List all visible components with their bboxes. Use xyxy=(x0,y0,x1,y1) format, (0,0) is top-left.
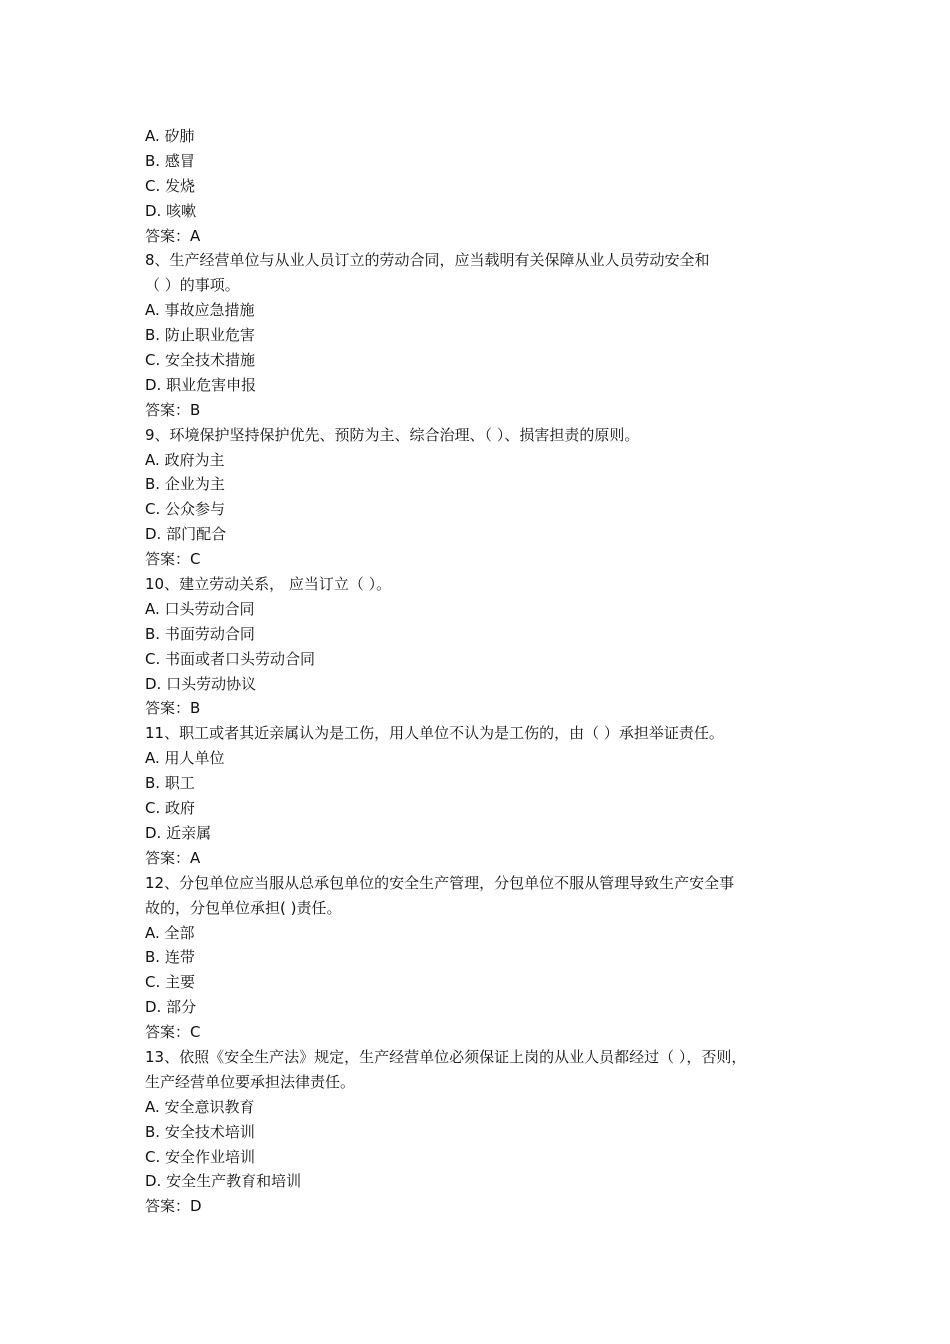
option-line: A. 全部 xyxy=(145,923,195,942)
option-line: C. 安全技术措施 xyxy=(145,351,256,370)
option-line: B. 连带 xyxy=(145,948,195,967)
answer-line: 答案：C xyxy=(145,550,201,569)
option-line: C. 安全作业培训 xyxy=(145,1147,256,1166)
option-line: D. 部分 xyxy=(145,998,197,1017)
question-13-line-2: 生产经营单位要承担法律责任。 xyxy=(145,1072,356,1091)
document-page xyxy=(145,124,825,1219)
question-9: 9、环境保护坚持保护优先、预防为主、综合治理、（ ）、损害担责的原则。 xyxy=(145,425,640,444)
answer-line: 答案：A xyxy=(145,848,201,867)
answer-line: 答案：B xyxy=(145,699,201,718)
option-line: B. 企业为主 xyxy=(145,475,225,494)
answer-line: 答案：B xyxy=(145,400,201,419)
option-line: D. 咳嗽 xyxy=(145,201,197,220)
option-line: A. 政府为主 xyxy=(145,450,225,469)
option-line: C. 公众参与 xyxy=(145,500,226,519)
option-line: D. 部门配合 xyxy=(145,525,227,544)
question-8-line-1: 8、生产经营单位与从业人员订立的劳动合同，应当载明有关保障从业人员劳动安全和 xyxy=(145,251,710,270)
option-line: D. 近亲属 xyxy=(145,823,212,842)
answer-line: 答案：A xyxy=(145,226,201,245)
option-line: B. 防止职业危害 xyxy=(145,326,255,345)
question-10: 10、建立劳动关系， 应当订立（ ）。 xyxy=(145,575,392,594)
option-line: A. 事故应急措施 xyxy=(145,301,255,320)
option-line: A. 安全意识教育 xyxy=(145,1097,255,1116)
option-line: C. 发烧 xyxy=(145,176,196,195)
option-line: B. 书面劳动合同 xyxy=(145,624,255,643)
question-11: 11、职工或者其近亲属认为是工伤，用人单位不认为是工伤的，由（ ）承担举证责任。 xyxy=(145,724,724,743)
option-line: B. 感冒 xyxy=(145,151,195,170)
option-line: A. 口头劳动合同 xyxy=(145,599,255,618)
option-line: C. 书面或者口头劳动合同 xyxy=(145,649,316,668)
question-8-line-2: （ ）的事项。 xyxy=(145,276,240,295)
answer-line: 答案：C xyxy=(145,1023,201,1042)
question-12-line-1: 12、分包单位应当服从总承包单位的安全生产管理，分包单位不服从管理导致生产安全事 xyxy=(145,873,735,892)
option-line: B. 安全技术培训 xyxy=(145,1122,255,1141)
question-13-line-1: 13、依照《安全生产法》规定，生产经营单位必须保证上岗的从业人员都经过（ ），否则， xyxy=(145,1047,747,1066)
option-line: A. 矽肺 xyxy=(145,127,195,145)
option-line: D. 安全生产教育和培训 xyxy=(145,1172,302,1191)
option-line: A. 用人单位 xyxy=(145,749,225,768)
option-line: D. 职业危害申报 xyxy=(145,375,257,394)
answer-line: 答案：D xyxy=(145,1197,202,1216)
option-line: C. 政府 xyxy=(145,799,196,818)
question-12-line-2: 故的，分包单位承担( )责任。 xyxy=(145,898,342,917)
option-line: D. 口头劳动协议 xyxy=(145,674,257,693)
option-line: C. 主要 xyxy=(145,973,196,992)
option-line: B. 职工 xyxy=(145,774,195,793)
